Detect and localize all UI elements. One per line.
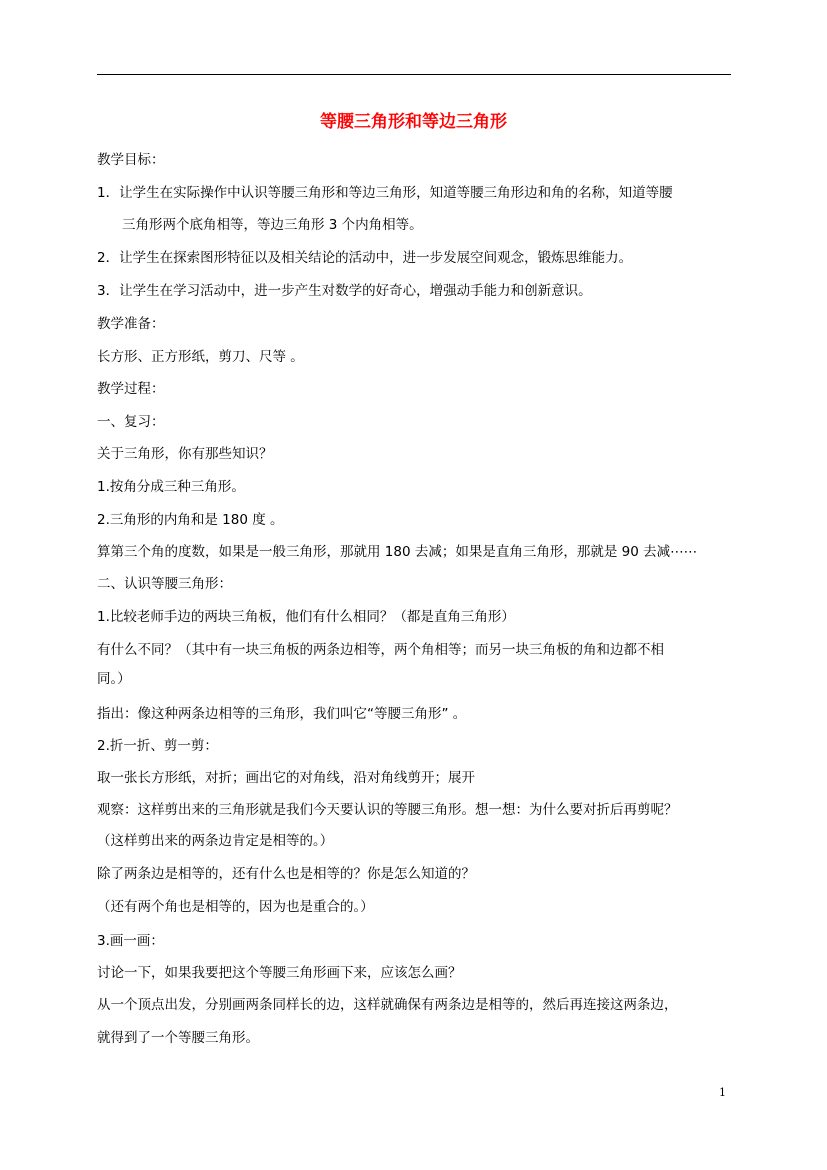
header-rule (97, 74, 731, 75)
draw-heading: 3.画一画： (97, 933, 164, 949)
objective-1-continued: 三角形两个底角相等，等边三角形 3 个内角相等。 (122, 217, 423, 233)
section-heading-preparation: 教学准备： (97, 316, 165, 332)
review-point-1: 1.按角分成三种三角形。 (97, 479, 245, 495)
section-heading-objectives: 教学目标： (97, 152, 165, 168)
difference-question-continued: 同。） (97, 671, 131, 687)
review-angle-calculation: 算第三个角的度数，如果是一般三角形，那就用 180 去减；如果是直角三角形，那就是 90 去减⋯⋯ (97, 544, 698, 560)
objective-2: 2．让学生在探索图形特征以及相关结论的活动中，进一步发展空间观念，锻炼思维能力。 (97, 250, 633, 266)
review-question: 关于三角形，你有那些知识？ (97, 446, 273, 462)
draw-method-continued: 就得到了一个等腰三角形。 (97, 1030, 259, 1046)
equal-parts-question: 除了两条边是相等的，还有什么也是相等的？你是怎么知道的？ (97, 866, 475, 882)
definition-statement: 指出：像这种两条边相等的三角形，我们叫它“等腰三角形” 。 (97, 706, 467, 722)
equal-parts-answer: （还有两个角也是相等的，因为也是重合的。） (97, 899, 374, 915)
fold-cut-instructions: 取一张长方形纸，对折；画出它的对角线，沿对角线剪开；展开 (97, 770, 475, 786)
observation: 观察：这样剪出来的三角形就是我们今天要认识的等腰三角形。想一想：为什么要对折后再剪呢？ (97, 802, 678, 818)
compare-triangles: 1.比较老师手边的两块三角板，他们有什么相同？（都是直角三角形） (97, 609, 515, 625)
draw-question: 讨论一下，如果我要把这个等腰三角形画下来，应该怎么画？ (97, 965, 462, 981)
difference-question: 有什么不同？（其中有一块三角板的两条边相等，两个角相等；而另一块三角板的角和边都不相 (97, 642, 664, 658)
part-one-heading: 一、复习： (97, 414, 165, 430)
preparation-materials: 长方形、正方形纸，剪刀、尺等 。 (97, 349, 304, 365)
section-heading-process: 教学过程： (97, 381, 165, 397)
objective-1: 1．让学生在实际操作中认识等腰三角形和等边三角形，知道等腰三角形边和角的名称，知道等腰 (97, 185, 673, 201)
document-title: 等腰三角形和等边三角形 (320, 112, 507, 132)
draw-method: 从一个顶点出发，分别画两条同样长的边，这样就确保有两条边是相等的，然后再连接这两条边， (97, 997, 678, 1013)
review-point-2: 2.三角形的内角和是 180 度 。 (97, 512, 284, 528)
fold-cut-heading: 2.折一折、剪一剪： (97, 738, 218, 754)
observation-answer: （这样剪出来的两条边肯定是相等的。） (97, 833, 334, 849)
page-number: 1 (719, 1086, 726, 1099)
part-two-heading: 二、认识等腰三角形： (97, 576, 232, 592)
objective-3: 3．让学生在学习活动中，进一步产生对数学的好奇心，增强动手能力和创新意识。 (97, 283, 592, 299)
